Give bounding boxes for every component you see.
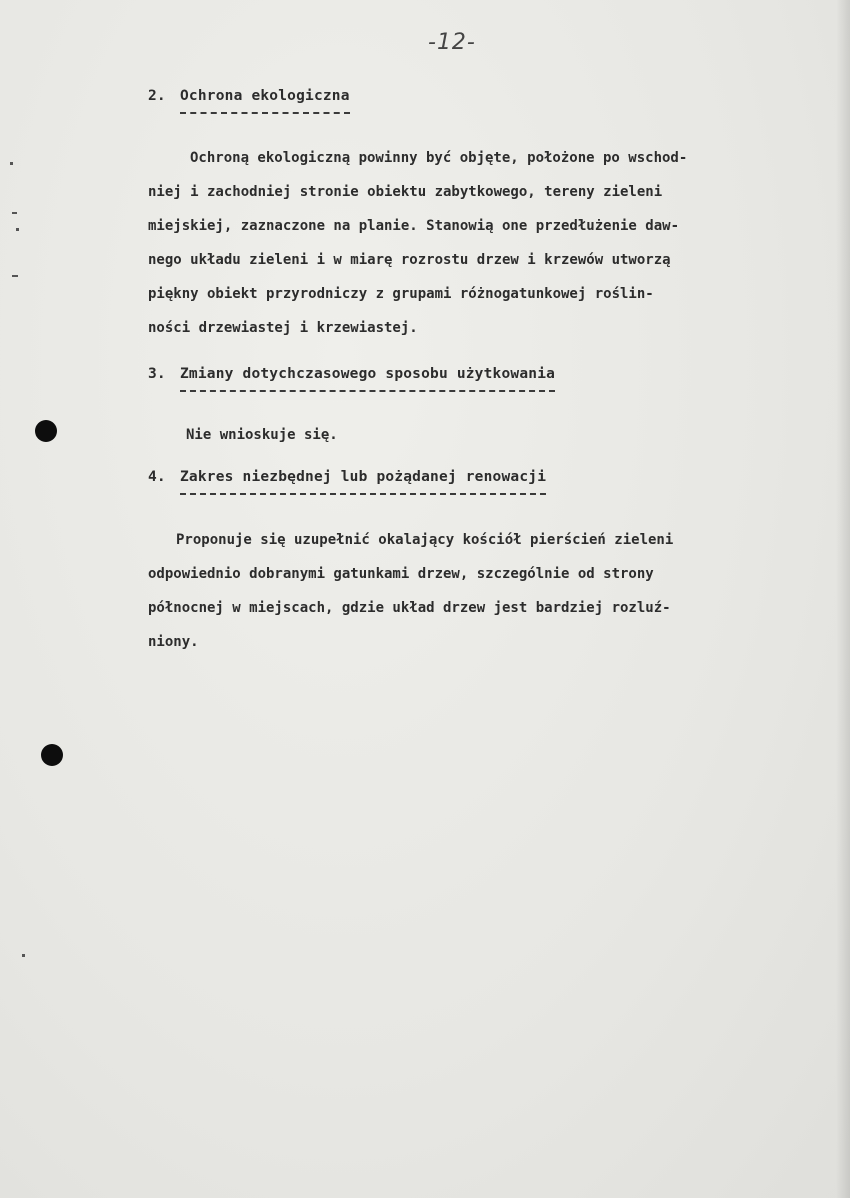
page-number: -12-	[428, 30, 476, 55]
section-heading	[148, 366, 555, 382]
section-number: 3.	[148, 366, 166, 382]
punch-hole	[35, 420, 57, 442]
margin-mark	[22, 954, 25, 957]
section-number: 2.	[148, 88, 166, 104]
section-paragraph	[148, 141, 813, 345]
section-title: Zakres niezbędnej lub pożądanej renowacji	[180, 469, 547, 485]
text-line: niony.	[148, 634, 199, 650]
text-line: nego układu zieleni i w miarę rozrostu drzew i krzewów utworzą	[148, 252, 671, 268]
margin-mark	[10, 162, 13, 165]
section-paragraph	[148, 418, 813, 452]
text-line: ności drzewiastej i krzewiastej.	[148, 320, 418, 336]
page-edge-shadow	[836, 0, 850, 1198]
text-line: niej i zachodniej stronie obiektu zabytkowego, tereny zieleni	[148, 184, 663, 200]
text-line: Ochroną ekologiczną powinny być objęte, położone po wschod-	[190, 150, 688, 166]
text-line: Proponuje się uzupełnić okalający kościół pierścień zieleni	[176, 532, 674, 548]
text-line: miejskiej, zaznaczone na planie. Stanowią one przedłużenie daw-	[148, 218, 680, 234]
section-title: Ochrona ekologiczna	[180, 88, 350, 104]
section-number: 4.	[148, 469, 166, 485]
text-line: północnej w miejscach, gdzie układ drzew jest bardziej rozluź-	[148, 600, 671, 616]
section-paragraph	[148, 523, 813, 659]
section-title: Zmiany dotychczasowego sposobu użytkowania	[180, 366, 556, 382]
margin-mark	[12, 212, 17, 214]
text-line: Nie wnioskuje się.	[186, 427, 338, 443]
section-heading	[148, 88, 350, 104]
margin-mark	[16, 228, 19, 231]
text-line: piękny obiekt przyrodniczy z grupami różnogatunkowej roślin-	[148, 286, 654, 302]
section-heading	[148, 469, 546, 485]
margin-mark	[12, 275, 18, 277]
text-line: odpowiednio dobranymi gatunkami drzew, szczególnie od strony	[148, 566, 654, 582]
punch-hole	[41, 744, 63, 766]
